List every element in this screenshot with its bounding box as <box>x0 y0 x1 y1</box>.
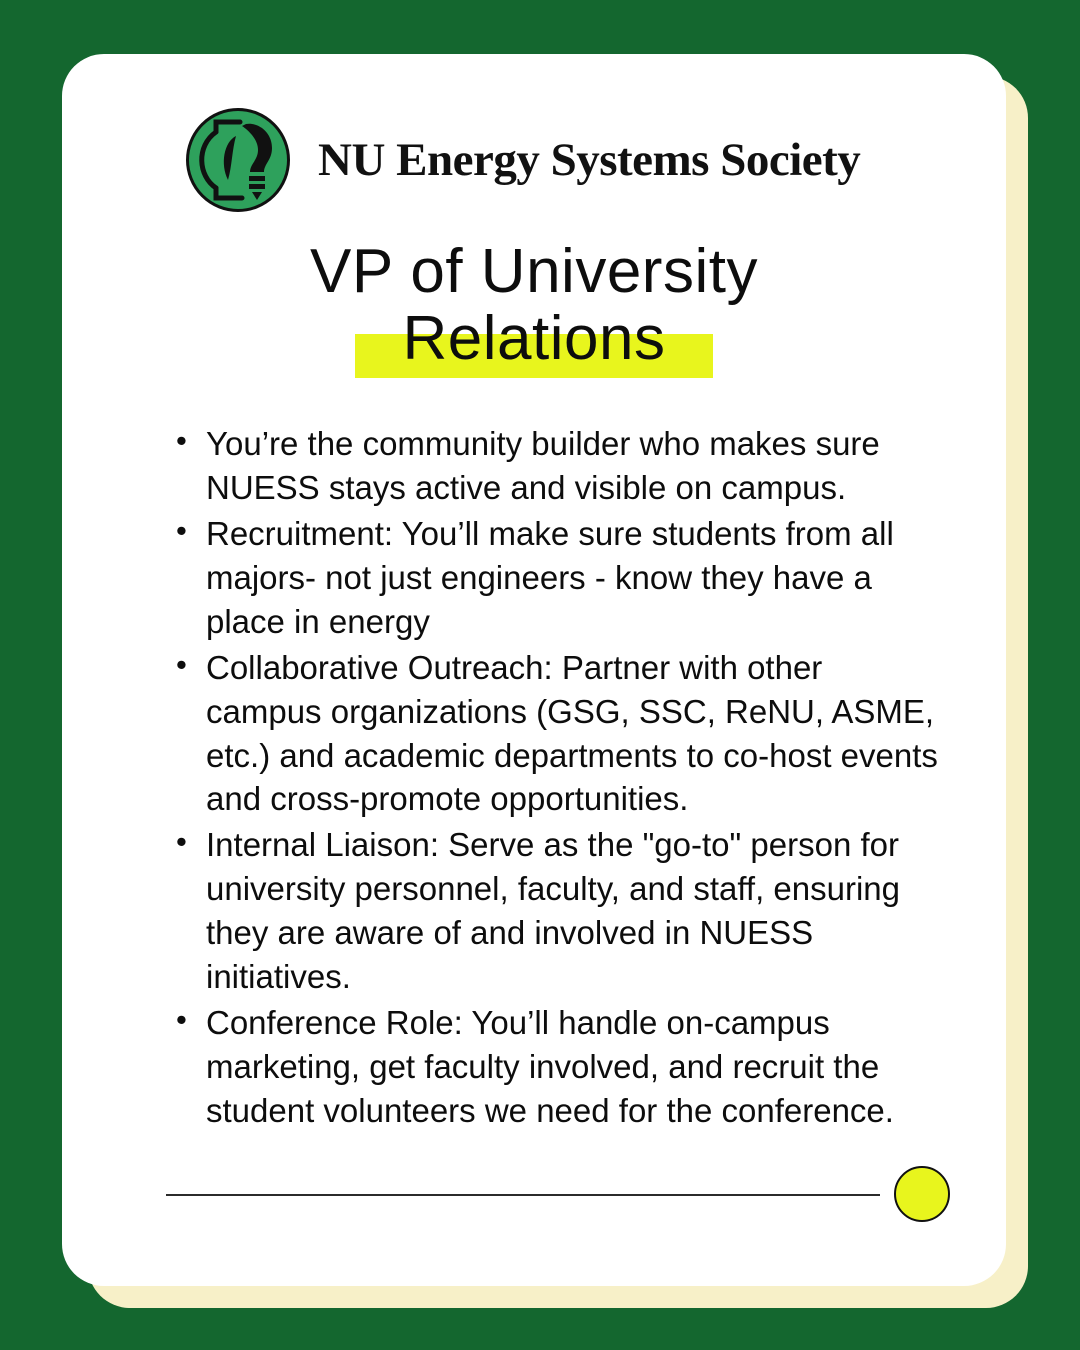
list-item: • Conference Role: You’ll handle on-campus marketing, get faculty involved, and recruit the student volunteers we need for the conference. <box>176 1001 940 1133</box>
content-card <box>62 54 1006 1286</box>
title-line-1: VP of University <box>310 237 758 306</box>
brand-header <box>118 102 950 218</box>
brand-title: NU Energy Systems Society <box>318 134 861 186</box>
list-item: • Recruitment: You’ll make sure students from all majors- not just engineers - know they have a place in energy <box>176 512 940 644</box>
footer-dot-icon <box>894 1166 950 1222</box>
list-item: • You’re the community builder who makes sure NUESS stays active and visible on campus. <box>176 422 940 510</box>
page-title <box>118 237 950 374</box>
lightbulb-leaf-logo-icon <box>180 102 296 218</box>
footer-divider <box>166 1194 880 1196</box>
title-line-2: Relations <box>402 304 666 374</box>
list-item: • Collaborative Outreach: Partner with other campus organizations (GSG, SSC, ReNU, ASME, etc.) and academic departments to co-host events and cross-promote opportunities. <box>176 646 940 822</box>
footer-decoration <box>118 1166 950 1222</box>
list-item: • Internal Liaison: Serve as the "go-to" person for university personnel, faculty, and staff, ensuring they are aware of and involved in NUESS initiatives. <box>176 823 940 999</box>
responsibilities-list <box>118 422 950 1132</box>
title-line-2-wrapper <box>402 304 666 374</box>
